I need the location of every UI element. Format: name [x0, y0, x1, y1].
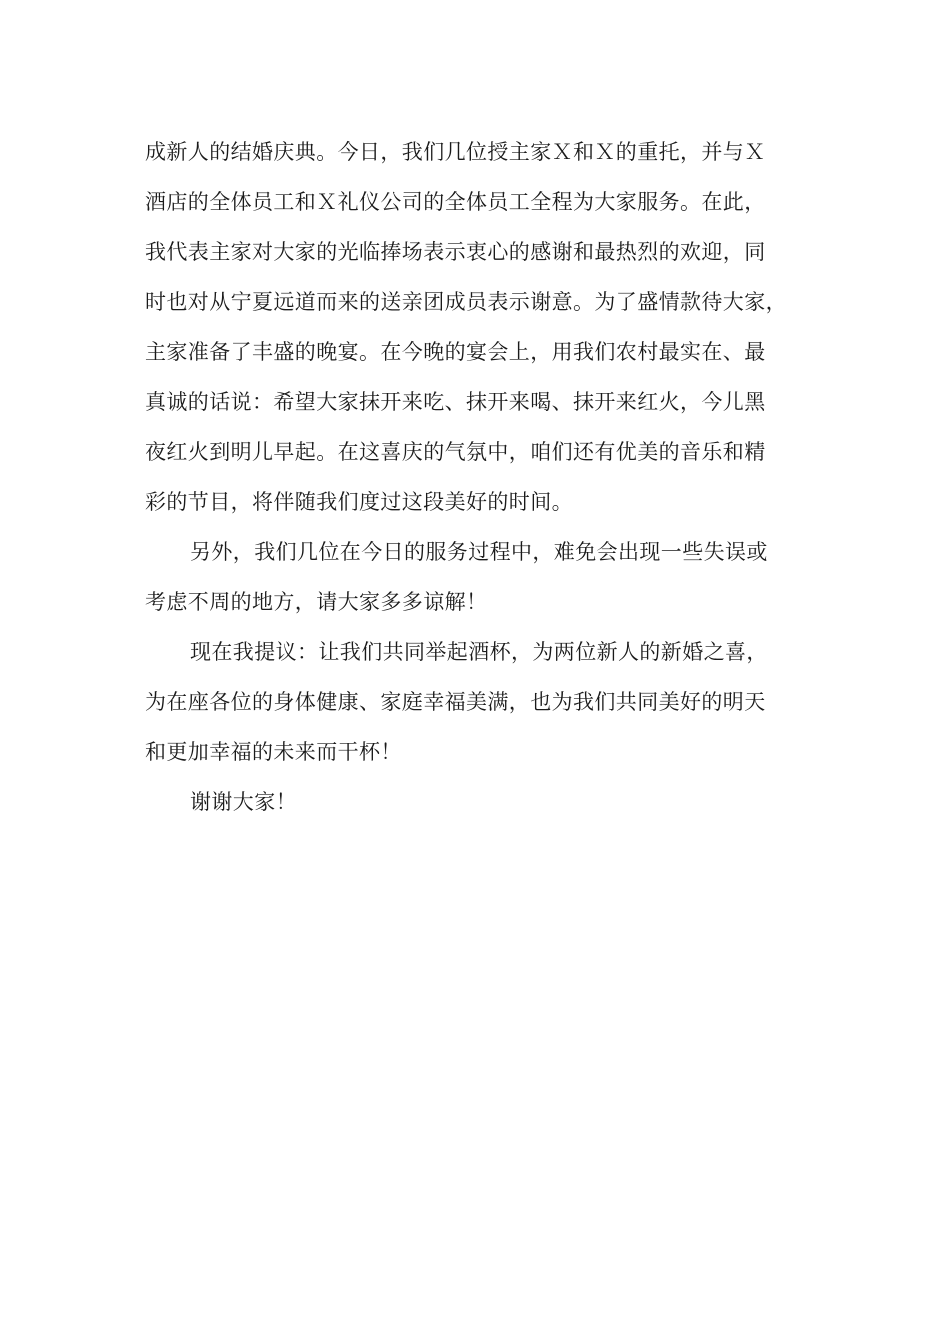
- text-line: 我代表主家对大家的光临捧场表示衷心的感谢和最热烈的欢迎，同: [145, 240, 766, 264]
- paragraph-start-line: 现在我提议：让我们共同举起酒杯，为两位新人的新婚之喜，: [190, 640, 768, 664]
- text-line: 夜红火到明儿早起。在这喜庆的气氛中，咱们还有优美的音乐和精: [145, 440, 766, 464]
- paragraph-start-line: 另外，我们几位在今日的服务过程中，难免会出现一些失误或: [190, 540, 768, 564]
- text-line: 成新人的结婚庆典。今日，我们几位授主家Ｘ和Ｘ的重托，并与Ｘ: [145, 140, 766, 164]
- text-line: 酒店的全体员工和Ｘ礼仪公司的全体员工全程为大家服务。在此，: [145, 190, 766, 214]
- closing-line: 谢谢大家！: [190, 790, 297, 814]
- text-line: 考虑不周的地方，请大家多多谅解！: [145, 590, 488, 614]
- text-line: 为在座各位的身体健康、家庭幸福美满，也为我们共同美好的明天: [145, 690, 766, 714]
- text-line: 真诚的话说：希望大家抹开来吃、抹开来喝、抹开来红火，今儿黑: [145, 390, 766, 414]
- text-line: 主家准备了丰盛的晚宴。在今晚的宴会上，用我们农村最实在、最: [145, 340, 766, 364]
- text-line: 和更加幸福的未来而干杯！: [145, 740, 402, 764]
- text-line: 彩的节目，将伴随我们度过这段美好的时间。: [145, 490, 573, 514]
- text-line: 时也对从宁夏远道而来的送亲团成员表示谢意。为了盛情款待大家，: [145, 290, 787, 314]
